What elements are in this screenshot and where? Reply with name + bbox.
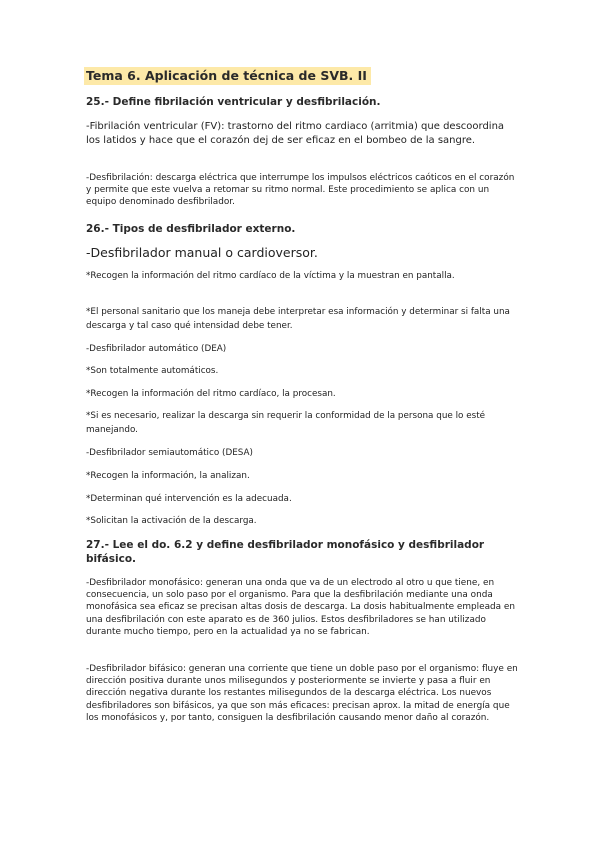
desa-point-3: *Solicitan la activación de la descarga.	[86, 516, 257, 526]
document-title: Tema 6. Aplicación de técnica de SVB. II	[84, 67, 371, 85]
question-27-heading: 27.- Lee el do. 6.2 y define desfibrilador monofásico y desfibrilador bifásico.	[86, 539, 485, 565]
desfibrilacion-definition: -Desfibrilación: descarga eléctrica que interrumpe los impulsos eléctricos caóticos en el corazón y permite que este vuelva a retomar su ritmo normal. Este procedimiento se aplica con un equipo denominado desfibrilador.	[86, 173, 515, 208]
dea-point-1: *Son totalmente automáticos.	[86, 366, 219, 376]
dea-heading: -Desfibrilador automático (DEA)	[86, 344, 227, 354]
dea-point-2: *Recogen la información del ritmo cardíaco, la procesan.	[86, 389, 336, 399]
monofasico-definition: -Desfibrilador monofásico: generan una onda que va de un electrodo al otro u que tiene, en consecuencia, un solo paso por el organismo. Para que la desfibrilación mediante una onda monofásica sea eficaz se precisan altas dosis de descarga. La dosis habitualmente empleada en una desfibrilación con este aparato es de 360 julios. Estos desfibriladores se han utilizado durante mucho tiempo, pero en la actualidad ya no se fabrican.	[86, 578, 515, 637]
desa-point-2: *Determinan qué intervención es la adecuada.	[86, 494, 292, 504]
question-26-heading: 26.- Tipos de desfibrilador externo.	[86, 223, 296, 235]
manual-point-1: *Recogen la información del ritmo cardíaco de la víctima y la muestran en pantalla.	[86, 271, 455, 281]
manual-point-2: *El personal sanitario que los maneja debe interpretar esa información y determinar si falta una descarga y tal caso qué intensidad debe tener.	[86, 307, 510, 331]
desa-heading: -Desfibrilador semiautomático (DESA)	[86, 448, 253, 458]
bifasico-definition: -Desfibrilador bifásico: generan una corriente que tiene un doble paso por el organismo: fluye en dirección positiva durante unos milisegundos y posteriormente se invierte y pasa a fluir en dirección negativa durante los restantes milisegundos de la descarga eléctrica. Los nuevos desfibriladores son bifásicos, ya que son más eficaces: precisan aprox. la mitad de energía que los monofásicos y, por tanto, consiguen la desfibrilación causando menor daño al corazón.	[86, 664, 518, 723]
dea-point-3: *Si es necesario, realizar la descarga sin requerir la conformidad de la persona que lo esté manejando.	[86, 411, 486, 435]
desa-point-1: *Recogen la información, la analizan.	[86, 471, 250, 481]
question-25-heading: 25.- Define fibrilación ventricular y desfibrilación.	[86, 96, 381, 108]
fibrilacion-definition: -Fibrilación ventricular (FV): trastorno del ritmo cardiaco (arritmia) que descoordina los latidos y hace que el corazón dej de ser eficaz en el bombeo de la sangre.	[86, 121, 505, 146]
manual-heading: -Desfibrilador manual o cardioversor.	[86, 245, 318, 260]
